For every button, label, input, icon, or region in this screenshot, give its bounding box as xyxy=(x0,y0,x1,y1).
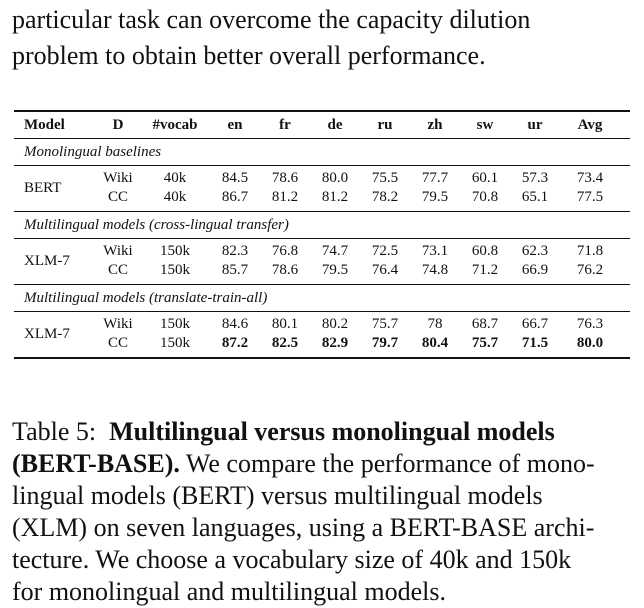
table-row xyxy=(14,169,630,188)
caption-text: We compare the performance of mono- xyxy=(179,449,595,478)
cell-avg: 71.8 xyxy=(576,243,604,259)
cell-vocab: 150k xyxy=(160,316,190,332)
model-name: XLM-7 xyxy=(24,326,70,342)
cell-d: Wiki xyxy=(103,316,133,332)
cell-de: 80.0 xyxy=(321,170,349,186)
model-name: XLM-7 xyxy=(24,253,70,269)
intro-line: problem to obtain better overall performance. xyxy=(12,41,486,70)
table-row-best xyxy=(14,334,630,353)
cell-de: 81.2 xyxy=(321,189,349,205)
cell-fr: 76.8 xyxy=(271,243,299,259)
caption-line xyxy=(12,416,632,448)
cell-sw: 70.8 xyxy=(471,189,499,205)
cell-ru: 76.4 xyxy=(371,262,399,278)
table-row xyxy=(14,315,630,334)
cell-ur: 66.9 xyxy=(521,262,549,278)
cell-avg: 73.4 xyxy=(576,170,604,186)
caption-line xyxy=(12,448,632,480)
table-caption xyxy=(12,416,632,608)
cell-sw: 68.7 xyxy=(471,316,499,332)
cell-zh: 79.5 xyxy=(421,189,449,205)
cell-en: 85.7 xyxy=(221,262,249,278)
cell-d: Wiki xyxy=(103,243,133,259)
header-avg: Avg xyxy=(577,117,603,133)
cell-ru: 75.7 xyxy=(371,316,399,332)
cell-de: 74.7 xyxy=(321,243,349,259)
header-d: D xyxy=(112,117,124,133)
cell-ru: 79.7 xyxy=(371,335,399,351)
cell-vocab: 150k xyxy=(160,243,190,259)
section-title: Multilingual models (translate-train-all) xyxy=(24,290,268,306)
cell-en: 84.5 xyxy=(221,170,249,186)
model-group xyxy=(14,166,630,211)
model-group xyxy=(14,239,630,284)
cell-avg: 76.2 xyxy=(576,262,604,278)
cell-en: 86.7 xyxy=(221,189,249,205)
table-row xyxy=(14,242,630,261)
cell-vocab: 40k xyxy=(163,170,187,186)
caption-line: for monolingual and multilingual models. xyxy=(12,577,447,606)
header-model: Model xyxy=(24,117,65,133)
cell-vocab: 150k xyxy=(160,262,190,278)
header-ur: ur xyxy=(527,117,543,133)
cell-sw: 71.2 xyxy=(471,262,499,278)
caption-line: tecture. We choose a vocabulary size of 40k and 150k xyxy=(12,545,572,574)
cell-fr: 82.5 xyxy=(271,335,299,351)
header-vocab: #vocab xyxy=(152,117,198,133)
table-header-row xyxy=(14,112,630,138)
table-bottom-rule xyxy=(14,357,630,359)
table-row xyxy=(14,188,630,207)
cell-fr: 80.1 xyxy=(271,316,299,332)
cell-zh: 77.7 xyxy=(421,170,449,186)
header-de: de xyxy=(327,117,343,133)
header-fr: fr xyxy=(279,117,291,133)
cell-ur: 57.3 xyxy=(521,170,549,186)
cell-sw: 60.8 xyxy=(471,243,499,259)
cell-zh: 74.8 xyxy=(421,262,449,278)
cell-avg: 76.3 xyxy=(576,316,604,332)
header-sw: sw xyxy=(476,117,494,133)
cell-d: CC xyxy=(107,335,128,351)
cell-en: 87.2 xyxy=(221,335,249,351)
cell-de: 82.9 xyxy=(321,335,349,351)
cell-avg: 80.0 xyxy=(576,335,604,351)
cell-fr: 81.2 xyxy=(271,189,299,205)
caption-line: (XLM) on seven languages, using a BERT-BASE archi- xyxy=(12,513,595,542)
header-zh: zh xyxy=(427,117,443,133)
cell-ur: 66.7 xyxy=(521,316,549,332)
cell-fr: 78.6 xyxy=(271,262,299,278)
caption-label: Table 5: xyxy=(12,417,97,446)
model-name: BERT xyxy=(24,180,62,196)
cell-sw: 75.7 xyxy=(471,335,499,351)
cell-ur: 62.3 xyxy=(521,243,549,259)
cell-vocab: 40k xyxy=(163,189,187,205)
cell-zh: 80.4 xyxy=(421,335,449,351)
caption-title-cont: (BERT-BASE). xyxy=(12,449,180,478)
cell-zh: 78 xyxy=(427,316,443,332)
cell-ru: 78.2 xyxy=(371,189,399,205)
cell-fr: 78.6 xyxy=(271,170,299,186)
results-table xyxy=(14,110,630,359)
cell-ru: 72.5 xyxy=(371,243,399,259)
intro-paragraph xyxy=(12,2,632,74)
cell-vocab: 150k xyxy=(160,335,190,351)
table-row xyxy=(14,261,630,280)
section-title: Multilingual models (cross-lingual transfer) xyxy=(24,217,289,233)
caption-title: Multilingual versus monolingual models xyxy=(109,417,555,446)
cell-en: 82.3 xyxy=(221,243,249,259)
header-en: en xyxy=(227,117,243,133)
cell-zh: 73.1 xyxy=(421,243,449,259)
header-ru: ru xyxy=(377,117,393,133)
cell-ur: 71.5 xyxy=(521,335,549,351)
cell-ur: 65.1 xyxy=(521,189,549,205)
cell-d: CC xyxy=(107,262,128,278)
cell-de: 80.2 xyxy=(321,316,349,332)
cell-en: 84.6 xyxy=(221,316,249,332)
cell-d: CC xyxy=(107,189,128,205)
cell-ru: 75.5 xyxy=(371,170,399,186)
section-title: Monolingual baselines xyxy=(24,144,162,160)
model-group xyxy=(14,312,630,357)
caption-line: lingual models (BERT) versus multilingual models xyxy=(12,481,543,510)
intro-line: particular task can overcome the capacity dilution xyxy=(12,5,531,34)
cell-de: 79.5 xyxy=(321,262,349,278)
cell-sw: 60.1 xyxy=(471,170,499,186)
cell-avg: 77.5 xyxy=(576,189,604,205)
cell-d: Wiki xyxy=(103,170,133,186)
